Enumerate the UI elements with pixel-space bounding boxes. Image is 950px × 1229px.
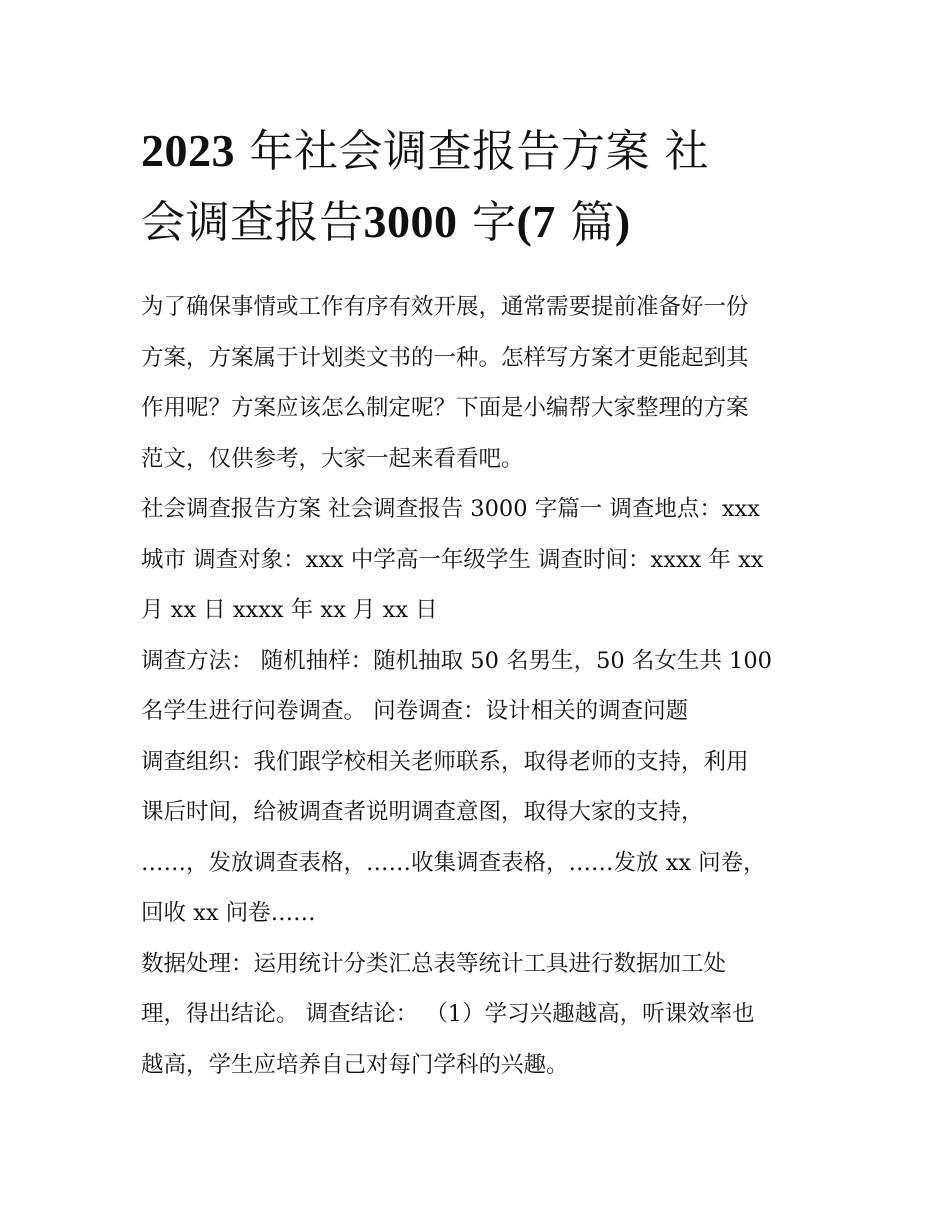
text-line: 回收 xx 问卷…… xyxy=(141,900,316,926)
paragraph-intro xyxy=(141,282,816,484)
text-line: 名学生进行问卷调查。 问卷调查：设计相关的调查问题 xyxy=(141,698,689,724)
text-line: 作用呢？方案应该怎么制定呢？下面是小编帮大家整理的方案 xyxy=(141,395,749,421)
text-line: 数据处理：运用统计分类汇总表等统计工具进行数据加工处 xyxy=(141,950,727,977)
text-line: 城市 调查对象：xxx 中学高一年级学生 调查时间：xxxx 年 xx xyxy=(141,546,764,573)
text-line: 调查组织：我们跟学校相关老师联系，取得老师的支持，利用 xyxy=(141,748,749,775)
document-title xyxy=(141,116,816,258)
document-body xyxy=(141,282,816,1090)
paragraph-survey-info xyxy=(141,484,816,636)
paragraph-survey-method xyxy=(141,636,816,737)
text-line: 社会调查报告方案 社会调查报告 3000 字篇一 调查地点：xxx xyxy=(141,496,760,522)
title-text: 年社会调查报告方案 社 xyxy=(235,126,709,177)
text-line: 方案，方案属于计划类文书的一种。怎样写方案才更能起到其 xyxy=(141,344,749,371)
text-line: 月 xx 日 xxxx 年 xx 月 xx 日 xyxy=(141,597,438,623)
document-page xyxy=(141,0,816,1090)
title-text: 会调查报告 xyxy=(141,197,364,248)
text-line: 为了确保事情或工作有序有效开展，通常需要提前准备好一份 xyxy=(141,294,749,320)
title-paren: ) xyxy=(614,196,631,247)
text-line: 理，得出结论。 调查结论： （1）学习兴趣越高，听课效率也 xyxy=(141,1001,755,1027)
title-number: (7 xyxy=(516,196,556,247)
text-line: ……，发放调查表格，……收集调查表格，……发放 xx 问卷， xyxy=(141,849,766,876)
text-line: 课后时间，给被调查者说明调查意图，取得大家的支持， xyxy=(141,799,704,825)
title-text: 篇 xyxy=(555,197,615,248)
title-number: 3000 xyxy=(363,196,458,247)
text-line: 越高，学生应培养自己对每门学科的兴趣。 xyxy=(141,1051,569,1078)
paragraph-data-processing xyxy=(141,939,816,1091)
title-line-1 xyxy=(141,116,816,187)
title-text: 字 xyxy=(457,197,517,248)
text-line: 范文，仅供参考，大家一起来看看吧。 xyxy=(141,445,524,472)
text-line: 调查方法： 随机抽样：随机抽取 50 名男生，50 名女生共 100 xyxy=(141,647,772,674)
title-year: 2023 xyxy=(141,125,235,176)
paragraph-survey-organization xyxy=(141,737,816,939)
title-line-2 xyxy=(141,187,816,258)
